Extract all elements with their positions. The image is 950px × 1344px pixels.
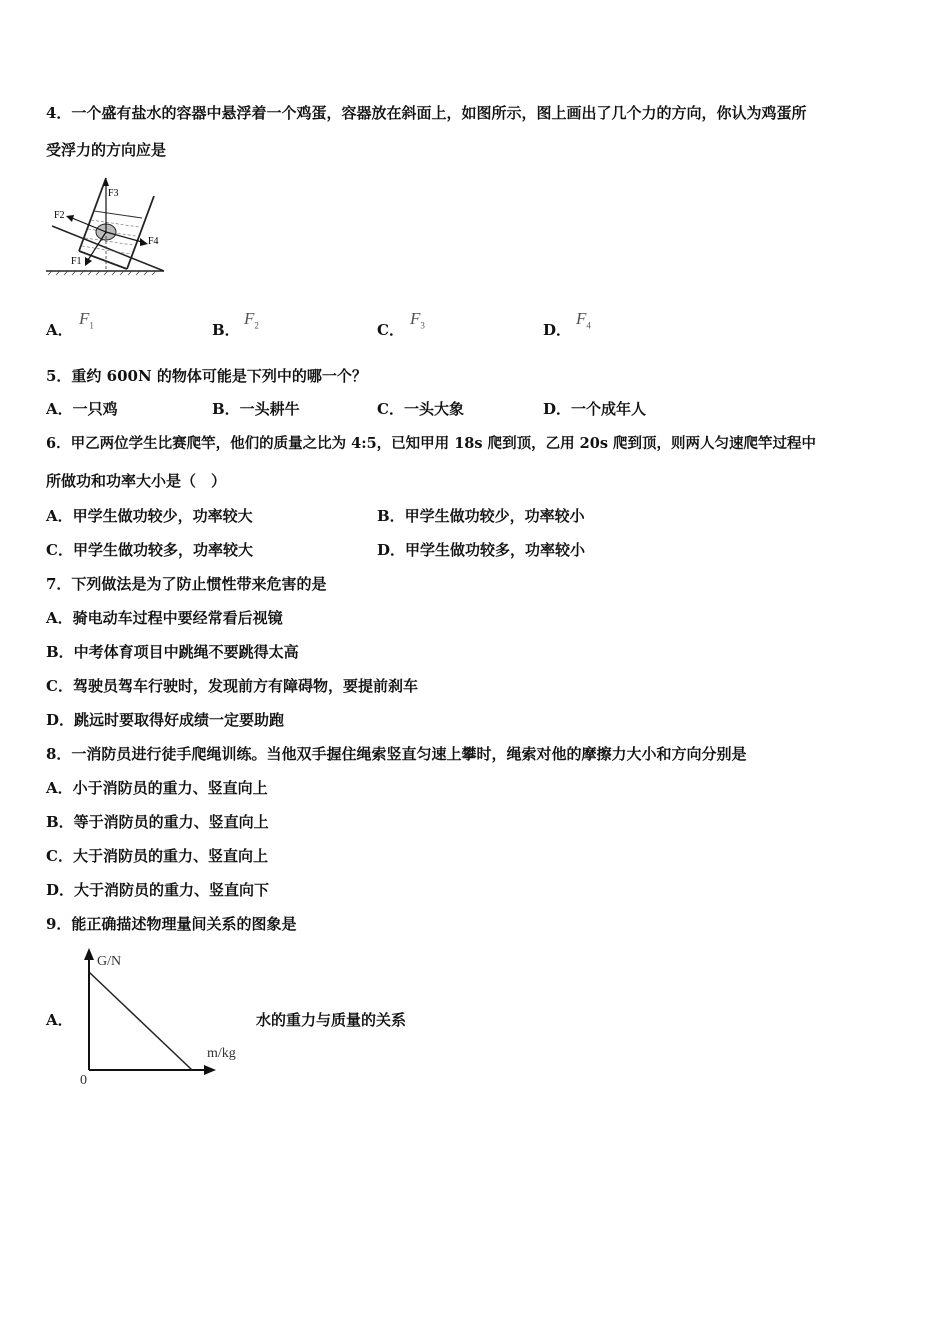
label-f1: F1 — [71, 256, 82, 267]
q4-stem-line2: 受浮力的方向应是 — [46, 141, 167, 159]
q6-option-b[interactable]: B．甲学生做功较少，功率较小 — [377, 507, 585, 525]
q5-option-a[interactable]: A．一只鸡 — [46, 400, 118, 418]
q5-option-b[interactable]: B．一头耕牛 — [212, 400, 300, 418]
q4-a-sym: F — [79, 309, 90, 328]
q6-option-c[interactable]: C．甲学生做功较多，功率较大 — [46, 541, 253, 559]
graph-line — [89, 972, 192, 1070]
q4-option-a-symbol — [79, 309, 94, 330]
q4-d-sym: F — [576, 309, 587, 328]
q7-option-d[interactable]: D．跳远时要取得好成绩一定要助跑 — [46, 711, 285, 729]
q4-c-sym: F — [410, 309, 421, 328]
label-f3: F3 — [108, 188, 119, 199]
q7-stem: 7．下列做法是为了防止惯性带来危害的是 — [46, 575, 327, 593]
q9-graph — [70, 946, 255, 1091]
q9-stem: 9．能正确描述物理量间关系的图象是 — [46, 915, 297, 933]
q9-option-a[interactable]: A． — [46, 1011, 73, 1029]
q5-option-d[interactable]: D．一个成年人 — [543, 400, 647, 418]
label-f4: F4 — [148, 236, 159, 247]
q6-stem-line1: 6．甲乙两位学生比赛爬竿，他们的质量之比为 4:5，已知甲用 18s 爬到顶，乙用 20s 爬到顶，则两人匀速爬竿过程中 — [46, 435, 817, 452]
q4-option-d-label: D． — [543, 321, 572, 339]
q9-option-a-caption: 水的重力与质量的关系 — [256, 1011, 407, 1029]
q7-option-c[interactable]: C．驾驶员驾车行驶时，发现前方有障碍物，要提前刹车 — [46, 677, 418, 695]
q4-a-sub: 1 — [89, 320, 94, 331]
graph-ylabel: G/N — [97, 954, 122, 969]
q8-option-b[interactable]: B．等于消防员的重力、竖直向上 — [46, 813, 269, 831]
q8-stem: 8．一消防员进行徒手爬绳训练。当他双手握住绳索竖直匀速上攀时，绳索对他的摩擦力大小和方向分别是 — [46, 745, 747, 763]
q8-option-a[interactable]: A．小于消防员的重力、竖直向上 — [46, 779, 268, 797]
q4-c-sub: 3 — [420, 320, 425, 331]
q8-option-c[interactable]: C．大于消防员的重力、竖直向上 — [46, 847, 268, 865]
q6-option-a[interactable]: A．甲学生做功较少，功率较大 — [46, 507, 253, 525]
graph-xlabel: m/kg — [207, 1046, 236, 1061]
q4-option-b[interactable] — [212, 320, 240, 340]
q4-option-a[interactable] — [46, 320, 73, 340]
q4-stem-line1: 4．一个盛有盐水的容器中悬浮着一个鸡蛋，容器放在斜面上，如图所示，图上画出了几个力的方向，你认为鸡蛋所 — [46, 104, 807, 122]
q4-option-c[interactable] — [377, 320, 404, 340]
q4-option-c-label: C． — [377, 321, 404, 339]
q5-option-c[interactable]: C．一头大象 — [377, 400, 464, 418]
q6-option-d[interactable]: D．甲学生做功较多，功率较小 — [377, 541, 586, 559]
q4-d-sub: 4 — [586, 320, 591, 331]
q4-option-c-symbol — [410, 309, 425, 330]
q4-option-b-symbol — [244, 309, 259, 330]
q7-option-a[interactable]: A．骑电动车过程中要经常看后视镜 — [46, 609, 283, 627]
q4-option-a-label: A． — [46, 321, 73, 339]
q4-option-d-symbol — [576, 309, 591, 330]
q5-stem: 5．重约 600N 的物体可能是下列中的哪一个？ — [46, 367, 367, 385]
q4-b-sub: 2 — [254, 320, 259, 331]
q8-option-d[interactable]: D．大于消防员的重力、竖直向下 — [46, 881, 270, 899]
q7-option-b[interactable]: B．中考体育项目中跳绳不要跳得太高 — [46, 643, 299, 661]
q4-option-b-label: B． — [212, 321, 240, 339]
q4-figure — [44, 176, 174, 276]
q6-stem-line2: 所做功和功率大小是（ ） — [46, 472, 227, 490]
q4-option-d[interactable] — [543, 320, 571, 340]
label-f2: F2 — [54, 210, 65, 221]
q4-b-sym: F — [244, 309, 255, 328]
graph-origin: 0 — [80, 1073, 87, 1088]
